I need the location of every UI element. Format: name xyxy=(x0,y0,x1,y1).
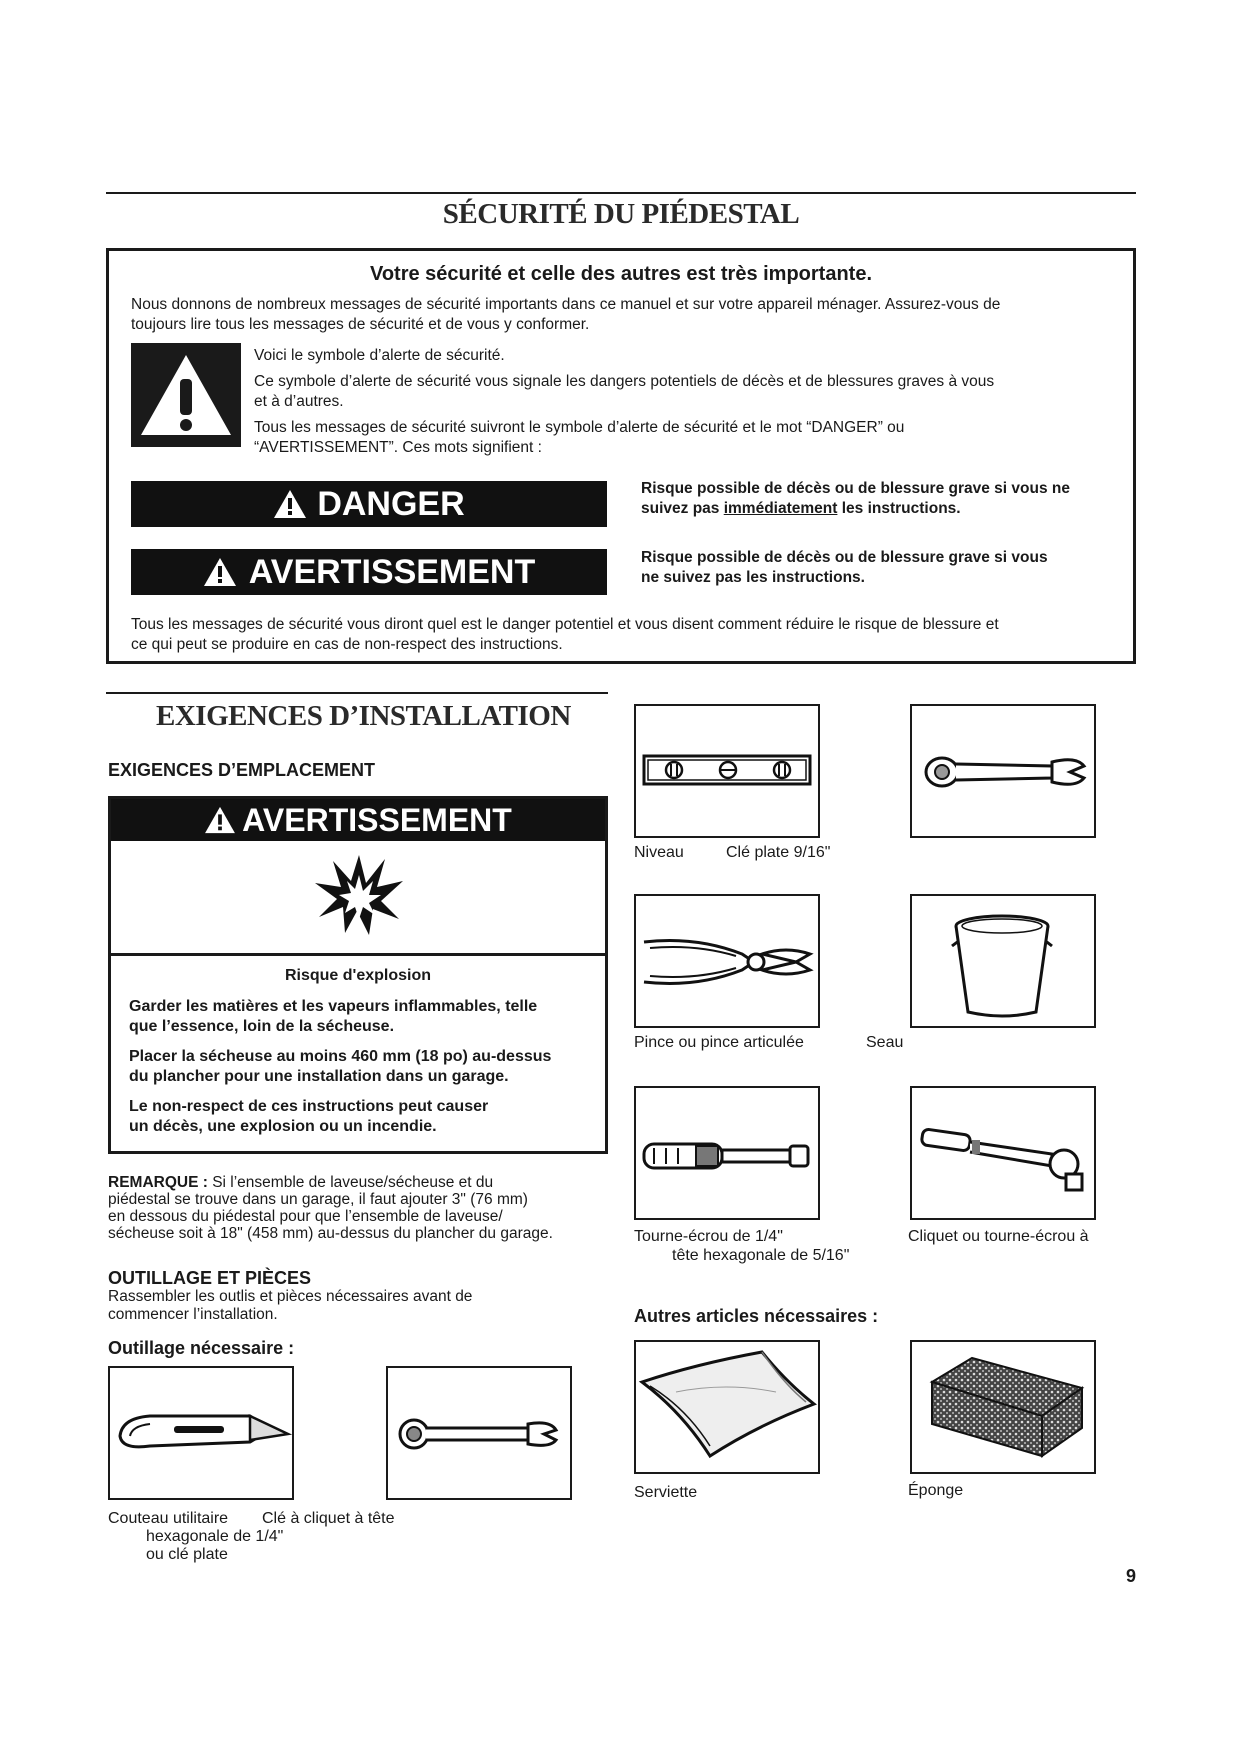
safety-words-line1: Tous les messages de sécurité suivront le symbole d’alerte de sécurité et le mot “DANGER” ou xyxy=(254,419,905,436)
sponge-icon xyxy=(912,1342,1094,1472)
ratchet-wrench-icon xyxy=(388,1368,570,1498)
alert-triangle-icon xyxy=(273,489,307,519)
socket-ratchet-icon xyxy=(912,1088,1094,1218)
explosion-warning-banner xyxy=(111,799,605,841)
caption-towel: Serviette xyxy=(634,1484,698,1501)
note-block xyxy=(108,1174,553,1242)
hazard-p3-line2: un décès, une explosion ou un incendie. xyxy=(129,1118,437,1135)
pliers-box xyxy=(634,894,820,1028)
alert-triangle-icon xyxy=(204,806,236,834)
hazard-p1-line1: Garder les matières et les vapeurs inflammables, telle xyxy=(129,998,538,1015)
install-title: EXIGENCES D’INSTALLATION xyxy=(156,700,571,732)
explosion-warning-box xyxy=(108,796,608,1154)
nut-driver-box xyxy=(634,1086,820,1220)
level-icon xyxy=(636,706,818,836)
safety-symbol-desc1: Ce symbole d’alerte de sécurité vous signale les dangers potentiels de décès et de blessures graves à vous xyxy=(254,373,995,390)
hazard-title: Risque d'explosion xyxy=(284,967,432,984)
safety-words-line2: “AVERTISSEMENT”. Ces mots signifient : xyxy=(254,439,542,456)
danger-label: DANGER xyxy=(317,484,465,523)
danger-banner xyxy=(131,481,607,527)
note-line1-text: Si l’ensemble de laveuse/sécheuse et du xyxy=(207,1174,494,1191)
caption-sponge: Éponge xyxy=(908,1482,964,1499)
sponge-box xyxy=(910,1340,1096,1474)
note-line1 xyxy=(108,1174,553,1191)
note-label: REMARQUE : xyxy=(108,1174,208,1191)
caption-nut-driver-line1: Tourne-écrou de 1/4" xyxy=(634,1228,783,1245)
level-box xyxy=(634,704,820,838)
safety-title: SÉCURITÉ DU PIÉDESTAL xyxy=(442,198,800,230)
towel-box xyxy=(634,1340,820,1474)
danger-risk-pre: suivez pas xyxy=(641,500,724,517)
pliers-icon xyxy=(636,896,818,1026)
caption-ratchet-line3: ou clé plate xyxy=(146,1546,228,1563)
caption-socket-ratchet: Cliquet ou tourne-écrou à xyxy=(908,1228,1089,1245)
caption-bucket: Seau xyxy=(866,1034,904,1051)
safety-symbol-desc2: et à d’autres. xyxy=(254,393,344,410)
explosion-divider xyxy=(111,953,605,956)
danger-risk-post: les instructions. xyxy=(837,500,961,517)
caption-level: Niveau xyxy=(634,844,684,861)
location-heading: EXIGENCES D’EMPLACEMENT xyxy=(108,760,376,780)
safety-footer-line1: Tous les messages de sécurité vous diront quel est le danger potentiel et vous disent comment réduire le risque de blessure et xyxy=(131,616,999,633)
bucket-box xyxy=(910,894,1096,1028)
note-line3: en dessous du piédestal pour que l’ensemble de laveuse/ xyxy=(108,1208,503,1225)
wrench-icon xyxy=(912,706,1094,836)
install-rule xyxy=(106,692,608,694)
caption-nut-driver-line2: tête hexagonale de 5/16" xyxy=(672,1247,850,1264)
hazard-p1-line2: que l’essence, loin de la sécheuse. xyxy=(129,1018,395,1035)
explosion-icon xyxy=(311,849,407,939)
hazard-p3-line1: Le non-respect de ces instructions peut causer xyxy=(129,1098,489,1115)
socket-ratchet-box xyxy=(910,1086,1096,1220)
warning-risk-line1: Risque possible de décès ou de blessure grave si vous xyxy=(641,549,1048,566)
hazard-p2-line1: Placer la sécheuse au moins 460 mm (18 po) au-dessus xyxy=(129,1048,552,1065)
danger-risk-line2 xyxy=(641,499,961,519)
warning-label: AVERTISSEMENT xyxy=(248,552,536,591)
caption-wrench-916: Clé plate 9/16" xyxy=(726,844,831,861)
note-line2: piédestal se trouve dans un garage, il faut ajouter 3" (76 mm) xyxy=(108,1191,528,1208)
note-line4: sécheuse soit à 18" (458 mm) au-dessus du plancher du garage. xyxy=(108,1225,553,1242)
caption-knife: Couteau utilitaire xyxy=(108,1510,229,1527)
bucket-icon xyxy=(912,896,1094,1026)
hazard-p2-line2: du plancher pour une installation dans un garage. xyxy=(129,1068,509,1085)
caption-pliers: Pince ou pince articulée xyxy=(634,1034,804,1051)
tools-intro-line1: Rassembler les outlis et pièces nécessaires avant de xyxy=(108,1288,473,1305)
safety-message-box xyxy=(106,248,1136,664)
danger-risk-line1: Risque possible de décès ou de blessure grave si vous ne xyxy=(641,480,1070,497)
nut-driver-icon xyxy=(636,1088,818,1218)
danger-risk-underlined: immédiatement xyxy=(723,500,838,517)
caption-ratchet-line2: hexagonale de 1/4" xyxy=(146,1528,284,1545)
alert-triangle-icon xyxy=(203,557,237,587)
wrench-916-box xyxy=(910,704,1096,838)
utility-knife-icon xyxy=(110,1368,292,1498)
ratchet-wrench-box xyxy=(386,1366,572,1500)
tools-needed-heading: Outillage nécessaire : xyxy=(108,1338,295,1358)
top-rule xyxy=(106,192,1136,194)
towel-icon xyxy=(636,1342,818,1472)
tools-heading: OUTILLAGE ET PIÈCES xyxy=(108,1268,312,1288)
tools-intro-line2: commencer l’installation. xyxy=(108,1306,278,1323)
utility-knife-box xyxy=(108,1366,294,1500)
warning-banner xyxy=(131,549,607,595)
explosion-warning-label: AVERTISSEMENT xyxy=(242,801,512,838)
safety-symbol-line: Voici le symbole d’alerte de sécurité. xyxy=(254,347,505,364)
page-number: 9 xyxy=(1126,1566,1137,1586)
safety-intro-line1: Nous donnons de nombreux messages de sécurité importants dans ce manuel et sur votre appareil ménager. Assurez-vous de xyxy=(131,296,1001,313)
safety-intro-line2: toujours lire tous les messages de sécurité et de vous y conformer. xyxy=(131,316,590,333)
safety-alert-icon xyxy=(131,343,241,447)
safety-headline: Votre sécurité et celle des autres est très importante. xyxy=(369,263,873,285)
safety-footer-line2: ce qui peut se produire en cas de non-respect des instructions. xyxy=(131,636,563,653)
other-items-heading: Autres articles nécessaires : xyxy=(634,1306,879,1326)
warning-risk-line2: ne suivez pas les instructions. xyxy=(641,569,865,586)
caption-ratchet-line1: Clé à cliquet à tête xyxy=(262,1510,395,1527)
